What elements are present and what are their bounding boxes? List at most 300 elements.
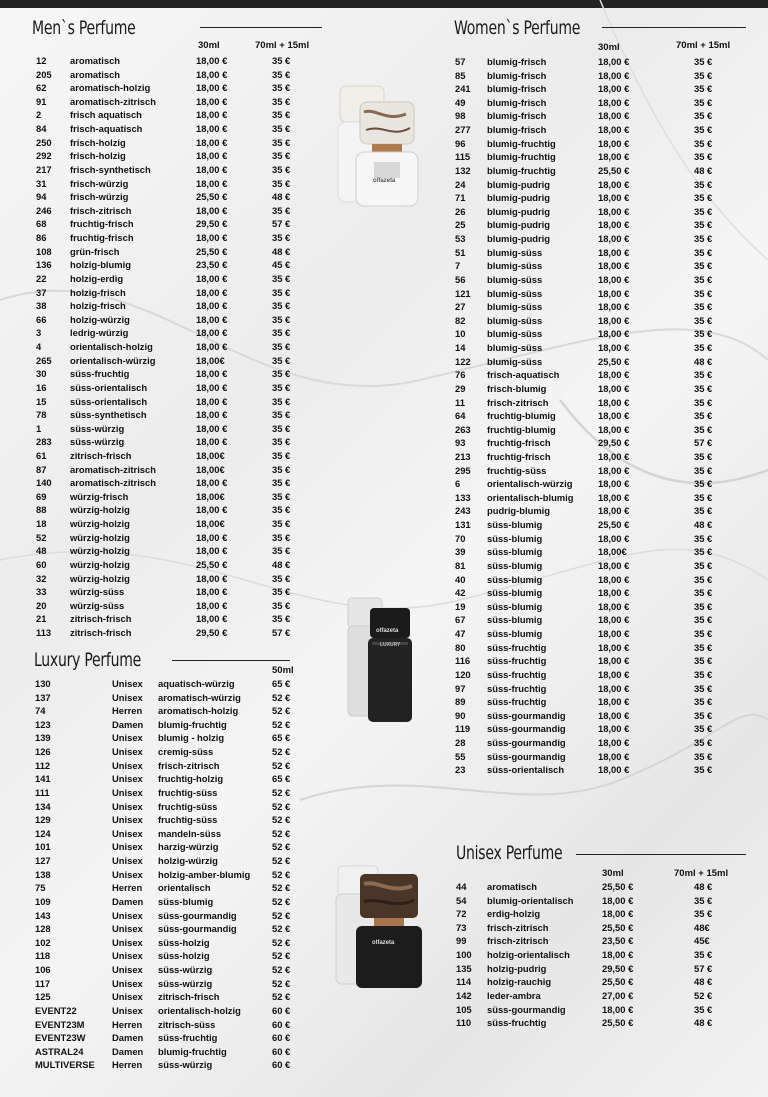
product-number: 137 [35, 691, 51, 703]
price-70ml: 48 € [694, 164, 713, 176]
scent-description: blumig-pudrig [487, 178, 551, 190]
scent-description: blumig-frisch [487, 56, 547, 67]
price-70ml: 35 € [694, 709, 713, 721]
price-70ml: 35 € [272, 381, 291, 393]
product-number: 76 [455, 369, 466, 381]
product-number: 131 [455, 519, 471, 531]
scent-description: süss-fruchtig [70, 368, 130, 380]
price-50ml: 52 € [272, 977, 291, 989]
product-number: 69 [36, 490, 47, 502]
product-number: 120 [455, 668, 471, 680]
price-70ml: 35 € [694, 246, 713, 258]
scent-description: süss-blumig [487, 587, 543, 599]
product-number: 30 [36, 368, 47, 380]
product-number: 85 [455, 69, 466, 81]
price-30ml: 18,00 € [196, 163, 228, 175]
product-number: 66 [36, 313, 47, 325]
price-70ml: 45 € [272, 259, 291, 271]
scent-description: frisch-aquatisch [70, 123, 143, 135]
price-70ml: 35 € [694, 396, 713, 408]
price-30ml: 18,00 € [598, 287, 630, 299]
scent-description: holzig-amber-blumig [158, 868, 251, 880]
price-70ml: 35 € [694, 110, 713, 122]
unisex-perfume-section [384, 840, 768, 1040]
product-number: 106 [35, 964, 51, 976]
scent-description: frisch-zitrisch [158, 759, 220, 771]
price-70ml: 35 € [694, 573, 713, 585]
product-number: 75 [35, 882, 46, 894]
price-50ml: 52 € [272, 895, 291, 907]
price-70ml: 35 € [272, 300, 291, 312]
price-70ml: 35 € [694, 69, 713, 81]
scent-description: blumig-süss [487, 246, 543, 258]
scent-description: süss-synthetisch [70, 409, 147, 421]
product-number: 119 [455, 723, 471, 735]
product-number: 143 [35, 909, 51, 921]
scent-description: orientalisch [158, 882, 211, 894]
price-70ml: 48 € [272, 558, 291, 570]
product-number: 140 [36, 477, 52, 489]
gender: Damen [112, 895, 144, 907]
price-30ml: 18,00 € [196, 300, 228, 312]
gender: Unisex [112, 991, 143, 1003]
scent-description: süss-gourmandig [158, 909, 237, 921]
price-70ml: 57 € [272, 627, 291, 639]
product-number: 51 [455, 246, 466, 258]
price-30ml: 18,00 € [598, 478, 630, 490]
product-number: 96 [455, 137, 466, 149]
product-number: 68 [36, 218, 47, 230]
gender: Damen [112, 1032, 144, 1044]
scent-description: mandeln-süss [158, 827, 222, 839]
scent-description: süss-holzig [158, 936, 210, 948]
scent-description: blumig-süss [487, 342, 543, 354]
price-70ml: 35 € [694, 894, 713, 906]
price-30ml: 18,00 € [196, 599, 228, 611]
scent-description: blumig-süss [487, 328, 543, 340]
product-number: 126 [35, 746, 51, 758]
scent-description: aromatisch-zitrisch [70, 463, 156, 475]
price-70ml: 35 € [694, 491, 713, 503]
price-70ml: 35 € [694, 83, 713, 95]
price-30ml: 18,00 € [598, 641, 630, 653]
scent-description: süss-gourmandig [487, 750, 566, 762]
product-number: 22 [36, 272, 47, 284]
price-50ml: 52 € [272, 936, 291, 948]
price-30ml: 18,00 € [602, 894, 634, 906]
price-30ml: 18,00 € [196, 545, 228, 557]
scent-description: blumig-süss [487, 355, 543, 367]
scent-description: süss-blumig [487, 628, 543, 640]
scent-description: holzig-würzig [158, 855, 218, 867]
product-number: 99 [456, 935, 467, 947]
price-30ml: 25,50 € [602, 921, 634, 933]
scent-description: süss-gourmandig [487, 709, 566, 721]
price-30ml: 25,50 € [598, 519, 630, 531]
product-number: 20 [36, 599, 47, 611]
price-70ml: 35 € [272, 395, 291, 407]
scent-description: frisch-aquatisch [487, 369, 560, 381]
price-50ml: 60 € [272, 1004, 291, 1016]
price-70ml: 35 € [694, 219, 713, 231]
scent-description: süss-blumig [487, 573, 543, 585]
scent-description: blumig-frisch [487, 124, 547, 136]
product-number: 60 [36, 558, 47, 570]
unisex-col-30ml: 30ml [602, 868, 624, 879]
price-70ml: 35 € [272, 341, 291, 353]
price-70ml: 35 € [272, 327, 291, 339]
product-number: 132 [455, 164, 471, 176]
men-perfume-section [0, 0, 384, 650]
price-30ml: 18,00 € [598, 246, 630, 258]
price-70ml: 35 € [694, 600, 713, 612]
product-number: 129 [35, 814, 51, 826]
product-number: MULTIVERSE [35, 1059, 95, 1071]
price-30ml: 18,00 € [598, 69, 630, 81]
price-30ml: 18,00 € [598, 260, 630, 272]
scent-description: aromatisch [487, 881, 538, 892]
unisex-title-underline [576, 854, 746, 855]
price-30ml: 18,00 € [598, 450, 630, 462]
product-number: 15 [36, 395, 47, 407]
scent-description: blumig-fruchtig [158, 1045, 227, 1057]
scent-description: orientalisch-blumig [487, 491, 574, 503]
price-30ml: 27,00 € [602, 989, 634, 1001]
product-number: 38 [36, 300, 47, 312]
price-70ml: 35 € [272, 150, 291, 162]
price-70ml: 35 € [694, 369, 713, 381]
product-number: EVENT23M [35, 1018, 85, 1030]
price-50ml: 52 € [272, 964, 291, 976]
price-70ml: 35 € [272, 82, 291, 94]
price-30ml: 18,00 € [196, 531, 228, 543]
product-number: 26 [455, 205, 466, 217]
price-70ml: 35 € [272, 354, 291, 366]
price-70ml: 35 € [272, 599, 291, 611]
product-number: 141 [35, 773, 51, 785]
scent-description: würzig-süss [70, 599, 125, 611]
price-70ml: 35 € [694, 450, 713, 462]
price-30ml: 18,00 € [598, 410, 630, 422]
price-70ml: 35 € [272, 272, 291, 284]
product-number: 87 [36, 463, 47, 475]
gender: Unisex [112, 1004, 143, 1016]
scent-description: blumig-pudrig [487, 233, 551, 245]
price-70ml: 35 € [272, 613, 291, 625]
scent-description: zitrisch-frisch [158, 991, 220, 1003]
gender: Unisex [112, 786, 143, 798]
scent-description: süss-blumig [487, 559, 543, 571]
gender: Unisex [112, 909, 143, 921]
scent-description: erdig-holzig [487, 908, 541, 920]
scent-description: würzig-holzig [70, 545, 130, 557]
price-30ml: 25,50 € [196, 558, 228, 570]
product-number: 115 [455, 151, 471, 163]
price-50ml: 60 € [272, 1018, 291, 1030]
product-number: 67 [455, 614, 466, 626]
price-30ml: 18,00 € [196, 313, 228, 325]
product-number: 263 [455, 423, 471, 435]
product-number: 121 [455, 287, 471, 299]
price-30ml: 18,00 € [196, 177, 228, 189]
price-30ml: 18,00€ [196, 449, 225, 461]
price-50ml: 52 € [272, 868, 291, 880]
scent-description: holzig-würzig [70, 313, 130, 325]
luxury-bottle-brand: olfazeta [376, 628, 399, 634]
gender: Unisex [112, 691, 143, 703]
product-number: 139 [35, 732, 51, 744]
price-70ml: 35 € [694, 151, 713, 163]
price-70ml: 35 € [694, 382, 713, 394]
gender: Unisex [112, 977, 143, 989]
scent-description: süss-gourmandig [487, 723, 566, 735]
price-70ml: 35 € [694, 1003, 713, 1015]
scent-description: süss-fruchtig [487, 1017, 547, 1029]
scent-description: holzig-erdig [70, 272, 124, 284]
scent-description: würzig-holzig [70, 504, 130, 516]
scent-description: frisch-würzig [70, 191, 129, 203]
price-30ml: 18,00 € [598, 151, 630, 163]
product-number: 11 [455, 396, 465, 408]
scent-description: aromatisch [70, 68, 121, 80]
price-70ml: 48 € [694, 976, 713, 988]
product-number: 21 [36, 613, 47, 625]
price-30ml: 18,00 € [196, 381, 228, 393]
scent-description: würzig-holzig [70, 518, 130, 530]
price-70ml: 48 € [694, 881, 713, 892]
product-number: 74 [35, 705, 46, 717]
scent-description: fruchtig-blumig [487, 410, 556, 422]
price-70ml: 35 € [272, 449, 291, 461]
price-70ml: 35 € [694, 641, 713, 653]
scent-description: fruchtig-süss [158, 800, 218, 812]
scent-description: fruchtig-frisch [70, 218, 134, 230]
price-30ml: 18,00 € [598, 723, 630, 735]
price-70ml: 35 € [272, 55, 291, 66]
price-30ml: 18,00 € [598, 423, 630, 435]
price-50ml: 52 € [272, 882, 291, 894]
scent-description: blumig-frisch [487, 110, 547, 122]
price-30ml: 18,00 € [196, 204, 228, 216]
price-70ml: 35 € [694, 410, 713, 422]
price-30ml: 18,00 € [598, 342, 630, 354]
price-50ml: 52 € [272, 800, 291, 812]
product-number: 72 [456, 908, 467, 920]
price-70ml: 35 € [272, 504, 291, 516]
scent-description: frisch-holzig [70, 136, 126, 148]
product-number: 19 [455, 600, 466, 612]
scent-description: aromatisch-zitrisch [70, 95, 156, 107]
price-50ml: 60 € [272, 1032, 291, 1044]
white-perfume-bottle-image [336, 82, 422, 208]
product-number: 10 [455, 328, 466, 340]
women-col-70ml: 70ml + 15ml [676, 40, 731, 51]
price-30ml: 18,00€ [196, 490, 225, 502]
product-number: 42 [455, 587, 466, 599]
luxury-title-underline [172, 660, 290, 661]
price-30ml: 25,50 € [602, 976, 634, 988]
price-30ml: 18,00 € [598, 396, 630, 408]
scent-description: süss-würzig [70, 422, 125, 434]
price-70ml: 35 € [694, 587, 713, 599]
product-number: 243 [455, 505, 471, 517]
price-30ml: 18,00 € [598, 110, 630, 122]
price-30ml: 29,50 € [598, 437, 630, 449]
scent-description: süss-blumig [487, 519, 543, 531]
scent-description: holzig-frisch [70, 300, 126, 312]
scent-description: orientalisch-würzig [487, 478, 573, 490]
price-70ml: 35 € [694, 328, 713, 340]
price-30ml: 18,00 € [196, 422, 228, 434]
scent-description: frisch-holzig [70, 150, 126, 162]
price-30ml: 18,00 € [598, 124, 630, 136]
price-30ml: 18,00€ [196, 354, 225, 366]
product-number: 37 [36, 286, 47, 298]
scent-description: orientalisch-holzig [70, 341, 153, 353]
price-70ml: 35 € [272, 204, 291, 216]
scent-description: frisch-zitrisch [487, 935, 549, 947]
price-50ml: 52 € [272, 950, 291, 962]
price-30ml: 18,00 € [602, 908, 634, 920]
price-30ml: 18,00 € [196, 341, 228, 353]
product-number: 94 [36, 191, 47, 203]
price-70ml: 48 € [272, 245, 291, 257]
product-number: 18 [36, 518, 47, 530]
men-col-70ml: 70ml + 15ml [255, 40, 310, 51]
scent-description: süss-fruchtig [487, 696, 547, 708]
luxury-col-50ml: 50ml [272, 665, 294, 676]
product-number: 53 [455, 233, 466, 245]
price-30ml: 18,00 € [196, 136, 228, 148]
scent-description: süss-fruchtig [487, 668, 547, 680]
scent-description: frisch-zitrisch [70, 204, 132, 216]
scent-description: blumig-süss [487, 301, 543, 313]
scent-description: blumig-süss [487, 260, 543, 272]
price-30ml: 29,50 € [602, 962, 634, 974]
price-30ml: 18,00 € [598, 83, 630, 95]
women-perfume-section [384, 0, 768, 790]
price-70ml: 57 € [272, 218, 291, 230]
price-30ml: 18,00 € [196, 109, 228, 121]
scent-description: blumig-frisch [487, 69, 547, 81]
price-70ml: 35 € [272, 368, 291, 380]
product-number: 64 [455, 410, 466, 422]
price-30ml: 18,00 € [196, 286, 228, 298]
gender: Damen [112, 718, 144, 730]
luxury-perfume-section [0, 640, 384, 1080]
price-30ml: 18,00 € [598, 600, 630, 612]
product-number: 100 [456, 949, 472, 961]
price-70ml: 35 € [272, 286, 291, 298]
product-number: 14 [455, 342, 466, 354]
price-70ml: 35 € [694, 342, 713, 354]
gender: Unisex [112, 950, 143, 962]
price-30ml: 18,00 € [598, 233, 630, 245]
price-70ml: 35 € [694, 696, 713, 708]
price-70ml: 35 € [272, 136, 291, 148]
gender: Unisex [112, 759, 143, 771]
price-70ml: 52 € [694, 989, 713, 1001]
product-number: 108 [36, 245, 52, 257]
gender: Unisex [112, 936, 143, 948]
product-number: EVENT23W [35, 1032, 86, 1044]
price-70ml: 35 € [694, 546, 713, 558]
price-30ml: 18,00 € [598, 314, 630, 326]
price-70ml: 35 € [272, 477, 291, 489]
price-70ml: 35 € [694, 314, 713, 326]
price-70ml: 35 € [694, 205, 713, 217]
scent-description: holzig-orientalisch [487, 949, 570, 961]
price-70ml: 35 € [694, 137, 713, 149]
scent-description: würzig-holzig [70, 558, 130, 570]
scent-description: süss-blumig [487, 614, 543, 626]
scent-description: würzig-frisch [70, 490, 129, 502]
price-30ml: 18,00 € [196, 613, 228, 625]
price-50ml: 52 € [272, 841, 291, 853]
price-70ml: 35 € [272, 572, 291, 584]
price-50ml: 52 € [272, 827, 291, 839]
price-70ml: 35 € [694, 287, 713, 299]
price-70ml: 35 € [694, 532, 713, 544]
price-30ml: 18,00 € [598, 219, 630, 231]
scent-description: blumig-fruchtig [158, 718, 227, 730]
price-70ml: 35 € [272, 409, 291, 421]
product-number: 217 [36, 163, 52, 175]
price-30ml: 18,00 € [598, 192, 630, 204]
price-30ml: 18,00 € [598, 709, 630, 721]
product-number: 265 [36, 354, 52, 366]
price-50ml: 60 € [272, 1045, 291, 1057]
product-number: 250 [36, 136, 52, 148]
scent-description: süss-blumig [487, 600, 543, 612]
product-number: 84 [36, 123, 47, 135]
price-50ml: 52 € [272, 746, 291, 758]
price-30ml: 18,00 € [598, 328, 630, 340]
scent-description: süss-blumig [487, 532, 543, 544]
product-number: 61 [36, 449, 47, 461]
men-title-underline [200, 27, 322, 28]
scent-description: aromatisch-zitrisch [70, 477, 156, 489]
price-70ml: 35 € [694, 505, 713, 517]
product-number: 98 [455, 110, 466, 122]
price-50ml: 60 € [272, 1059, 291, 1071]
product-number: 80 [455, 641, 466, 653]
product-number: 136 [36, 259, 52, 271]
product-number: 62 [36, 82, 47, 94]
scent-description: blumig-pudrig [487, 192, 551, 204]
product-number: 81 [455, 559, 466, 571]
price-30ml: 18,00 € [196, 123, 228, 135]
product-number: 40 [455, 573, 466, 585]
scent-description: holzig-rauchig [487, 976, 552, 988]
price-50ml: 65 € [272, 773, 291, 785]
product-number: 47 [455, 628, 466, 640]
product-number: 118 [35, 950, 51, 962]
product-number: 86 [36, 232, 47, 244]
price-50ml: 65 € [272, 678, 291, 689]
gender: Unisex [112, 773, 143, 785]
price-70ml: 35 € [694, 723, 713, 735]
price-30ml: 23,50 € [602, 935, 634, 947]
price-30ml: 18,00 € [196, 436, 228, 448]
luxury-bottle-label: LUXURY [380, 642, 401, 648]
product-number: 56 [455, 273, 466, 285]
price-30ml: 18,00 € [598, 56, 630, 67]
product-number: 113 [36, 627, 52, 639]
price-30ml: 18,00 € [598, 178, 630, 190]
product-number: 241 [455, 83, 471, 95]
scent-description: süss-fruchtig [487, 641, 547, 653]
